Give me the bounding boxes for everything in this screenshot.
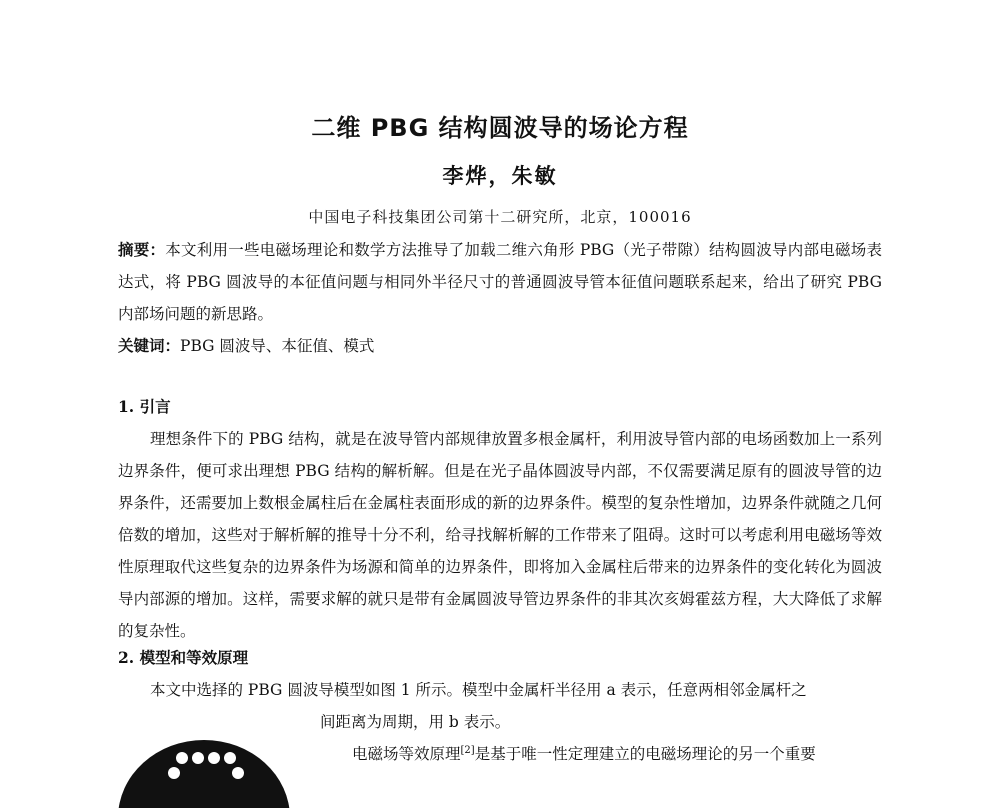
paper-title: 二维 PBG 结构圆波导的场论方程 — [311, 114, 689, 142]
citation-2: [2] — [460, 744, 475, 756]
metal-rod — [224, 752, 236, 764]
keywords — [118, 330, 882, 362]
section-1-heading: 1. 引言 — [118, 397, 171, 416]
metal-rod — [168, 767, 180, 779]
waveguide-outer-wall — [118, 740, 290, 808]
metal-rod — [192, 752, 204, 764]
section-2-heading: 2. 模型和等效原理 — [118, 648, 249, 667]
section-2-body: 本文中选择的 PBG 圆波导模型如图 1 所示。模型中金属杆半径用 a 表示，任意两相邻金属杆之 — [150, 681, 807, 699]
abstract-text: 本文利用一些电磁场理论和数学方法推导了加载二维六角形 PBG（光子带隙）结构圆波导内部电磁场表达式，将 PBG 圆波导的本征值问题与相同外半径尺寸的普通圆波导管本征值问题联系起来，给出了研究 PBG 内部场问题的新思路。 — [118, 241, 882, 323]
section-1-body: 理想条件下的 PBG 结构，就是在波导管内部规律放置多根金属杆，利用波导管内部的电场函数加上一系列边界条件，便可求出理想 PBG 结构的解析解。但是在光子晶体圆波导内部，不仅需要满足原有的圆波导管的边界条件，还需要加上数根金属柱后在金属柱表面形成的新的边界条件。模型的复杂性增加，边界条件就随之几何倍数的增加，这些对于解析解的推导十分不利，给寻找解析解的工作带来了阻碍。这时可以考虑利用电磁场等效性原理取代这些复杂的边界条件为场源和简单的边界条件，即将加入金属柱后带来的边界条件的变化转化为圆波导内部源的增加。这样，需要求解的就只是带有金属圆波导管边界条件的非其次亥姆霍兹方程，大大降低了求解的复杂性。 — [118, 430, 882, 640]
paper-authors: 李烨，朱敏 — [442, 163, 558, 188]
keywords-text: PBG 圆波导、本征值、模式 — [180, 337, 375, 355]
abstract-label: 摘要： — [118, 240, 166, 259]
metal-rod — [232, 767, 244, 779]
paper-affiliation: 中国电子科技集团公司第十二研究所，北京，100016 — [308, 208, 692, 226]
keywords-label: 关键词： — [118, 336, 181, 355]
next-paragraph-end: 是基于唯一性定理建立的电磁场理论的另一个重要 — [474, 745, 816, 763]
abstract — [118, 234, 882, 330]
section-2-body-continued: 间距离为周期，用 b 表示。 — [320, 713, 511, 731]
metal-rod — [208, 752, 220, 764]
figure-1-pbg-waveguide — [116, 728, 292, 808]
section-2-next-paragraph — [352, 738, 816, 770]
next-paragraph-start: 电磁场等效原理 — [352, 745, 461, 763]
figure-1-graphic — [116, 728, 292, 808]
metal-rod — [176, 752, 188, 764]
